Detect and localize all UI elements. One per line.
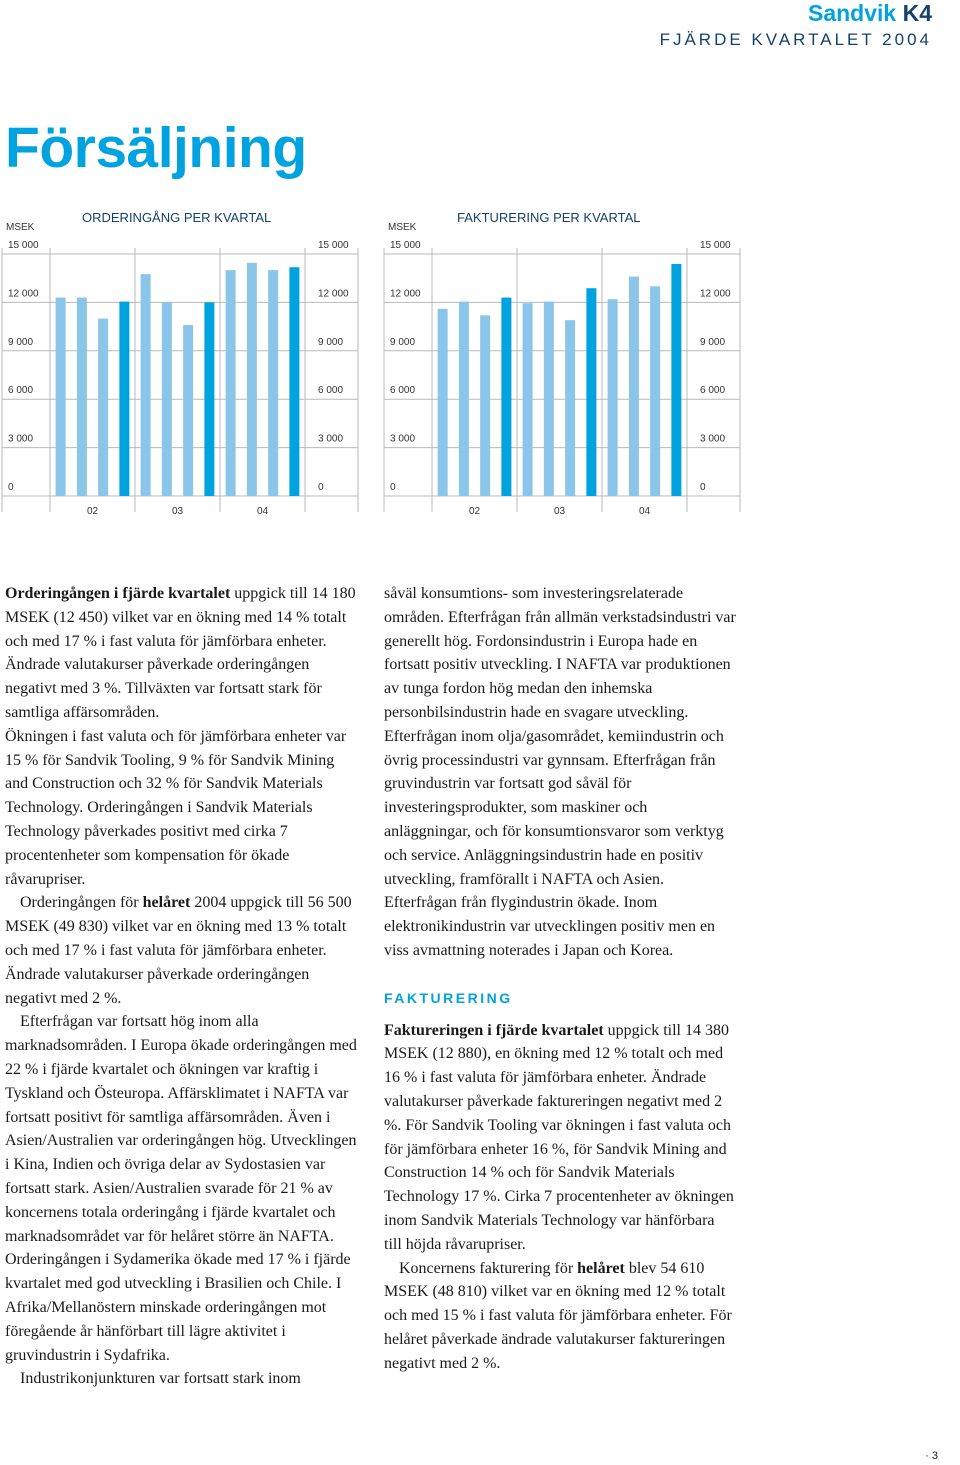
y-tick-label-left: 9 000 (390, 336, 416, 348)
y-tick-label-right: 12 000 (318, 288, 349, 300)
chart-invoicing (382, 200, 742, 535)
paragraph (384, 1257, 736, 1376)
paragraph-text: Koncernens fakturering för (399, 1259, 578, 1277)
x-tick-label: 02 (468, 506, 481, 517)
bar (204, 302, 214, 496)
x-tick-label: 03 (171, 506, 184, 517)
x-tick-label: 03 (553, 506, 566, 517)
brand-logo (808, 0, 932, 27)
chart-title: FAKTURERING PER KVARTAL (457, 210, 641, 225)
bar (586, 288, 596, 496)
bar (56, 298, 66, 496)
page-number: · 3 (925, 1450, 938, 1462)
paragraph-text: Orderingången för (20, 894, 143, 912)
text-column-right (384, 582, 736, 1376)
bar (268, 270, 278, 496)
y-tick-label-left: 0 (390, 482, 396, 493)
y-tick-label-right: 15 000 (700, 240, 731, 251)
bar (629, 277, 639, 496)
lead-bold: Orderingången i fjärde kvartalet (5, 585, 231, 602)
bar (226, 270, 236, 496)
bar (438, 309, 448, 496)
x-tick-label: 04 (256, 506, 269, 517)
y-tick-label-right: 0 (700, 482, 706, 493)
bar (141, 274, 151, 496)
bar (671, 264, 681, 496)
section-heading: FAKTURERING (384, 989, 513, 1006)
y-tick-label-left: 15 000 (8, 240, 39, 251)
chart-invoicing-svg (382, 200, 742, 530)
y-tick-label-right: 15 000 (318, 240, 349, 251)
y-tick-label-left: 12 000 (8, 288, 39, 300)
y-tick-label-right: 9 000 (700, 336, 726, 348)
emphasis: helåret (142, 894, 191, 912)
y-tick-label-right: 6 000 (700, 385, 726, 397)
y-tick-label-right: 0 (318, 482, 324, 493)
bar (501, 298, 511, 496)
bar (544, 302, 554, 496)
y-unit-label: MSEK (388, 222, 417, 233)
y-unit-label: MSEK (6, 222, 35, 233)
y-tick-label-left: 3 000 (390, 433, 416, 445)
paragraph-text: uppgick till 14 180 MSEK (12 450) vilket var en ökning med 14 % totalt och med 17 % i fast valuta för jämförbara enheter. Ändrade valutakurser påverkade orderingången negativt med 3 %. Tillväxten var fortsatt stark för samtliga affärsområden. (5, 585, 356, 721)
bar (183, 325, 193, 496)
paragraph (5, 582, 357, 725)
chart-orders (0, 200, 360, 535)
y-tick-label-left: 3 000 (8, 433, 34, 445)
text-column-left (5, 582, 357, 1391)
bar (77, 298, 87, 496)
y-tick-label-left: 12 000 (390, 288, 421, 300)
paragraph (384, 1019, 736, 1257)
brand-name: Sandvik (807, 0, 897, 26)
y-tick-label-right: 9 000 (318, 336, 344, 348)
bar (162, 302, 172, 496)
paragraph-text: 2004 uppgick till 56 500 MSEK (49 830) vilket var en ökning med 13 % totalt och med 17 % i fast valuta för jämförbara enheter. Ändrade valutakurser påverkade orderingången negativt med 2 %. (5, 894, 352, 1007)
y-tick-label-left: 9 000 (8, 336, 34, 348)
report-subtitle: FJÄRDE KVARTALET 2004 (659, 30, 932, 49)
brand-suffix: K4 (902, 0, 932, 26)
emphasis: helåret (577, 1259, 625, 1277)
y-tick-label-left: 6 000 (390, 385, 416, 397)
paragraph-text: blev 54 610 MSEK (48 810) vilket var en ökning med 12 % totalt och med 15 % i fast valuta för jämförbara enheter. För helåret påverkade ändrade valutakurser faktureringen negativt med 2 %. (384, 1259, 732, 1372)
y-tick-label-right: 6 000 (318, 385, 344, 397)
paragraph: såväl konsumtions- som investeringsrelaterade områden. Efterfrågan från allmän verkstadsindustri var generellt hög. Fordonsindustrin i Europa hade en fortsatt positiv utveckling. I NAFTA var produktionen av tunga fordon hög medan den inhemska personbilsindustrin hade en svagare utveckling. Efterfrågan inom olja/gasområdet, kemiindustrin och övrig processindustri var gynnsam. Efterfrågan från gruvindustrin var fortsatt god såväl för investeringsprodukter, som maskiner och anläggningar, och för konsumtionsvaror som verktyg och service. Anläggningsindustrin hade en positiv utveckling, framförallt i NAFTA och Asien. Efterfrågan från flygindustrin ökade. Inom elektronikindustrin var utvecklingen positiv men en viss avmattning noterades i Japan och Korea. (384, 585, 736, 959)
chart-orders-svg (0, 200, 360, 530)
paragraph: Industrikonjunkturen var fortsatt stark inom (20, 1370, 301, 1388)
bar (565, 320, 575, 496)
bar (608, 299, 618, 496)
lead-bold: Faktureringen i fjärde kvartalet (384, 1021, 604, 1039)
page-title: Försäljning (5, 116, 307, 180)
y-tick-label-right: 3 000 (318, 433, 344, 445)
bar (650, 286, 660, 496)
bar (98, 319, 108, 496)
paragraph (5, 891, 357, 1010)
bar (459, 302, 469, 496)
paragraph: Efterfrågan var fortsatt hög inom alla marknadsområden. I Europa ökade orderingången med 22 % i fjärde kvartalet och ökningen var kraftig i Tyskland och Östeuropa. Affärsklimatet i NAFTA var fortsatt positivt för samtliga affärsområden. Även i Asien/Australien var orderingången hög. Utvecklingen i Kina, Indien och övriga delar av Sydostasien var fortsatt stark. Asien/Australien svarade för 21 % av koncernens totala orderingång i fjärde kvartalet och marknadsområdet var för helåret större än NAFTA. Orderingången i Sydamerika ökade med 17 % i fjärde kvartalet med god utveckling i Brasilien och Chile. I Afrika/Mellanöstern minskade orderingången mot föregående år hänförbart till lägre aktivitet i gruvindustrin i Sydafrika. (5, 1013, 357, 1364)
bar (247, 263, 257, 496)
y-tick-label-right: 3 000 (700, 433, 726, 445)
paragraph: Ökningen i fast valuta och för jämförbara enheter var 15 % för Sandvik Tooling, 9 % för Sandvik Mining and Construction och 32 % för Sandvik Materials Technology. Orderingången i Sandvik Materials Technology påverkades positivt med cirka 7 procentenheter som kompensation för ökade råvarupriser. (5, 727, 347, 888)
y-tick-label-left: 0 (8, 482, 14, 493)
bar (523, 303, 533, 496)
y-tick-label-left: 6 000 (8, 385, 34, 397)
x-tick-label: 02 (86, 506, 99, 517)
paragraph-text: uppgick till 14 380 MSEK (12 880), en ökning med 12 % totalt och med 16 % i fast valuta för jämförbara enheter. Ändrade valutakurser påverkade faktureringen negativt med 2 %. För Sandvik Tooling var ökningen i fast valuta och för jämförbara enheter 16 %, för Sandvik Mining and Construction 14 % och för Sandvik Materials Technology 17 %. Cirka 7 procentenheter av ökningen inom Sandvik Materials Technology var hänförbara till höjda råvarupriser. (384, 1021, 734, 1253)
bar (119, 302, 129, 496)
x-tick-label: 04 (638, 506, 651, 517)
bar (480, 315, 490, 496)
chart-title: ORDERINGÅNG PER KVARTAL (82, 210, 272, 225)
bar (289, 267, 299, 496)
y-tick-label-left: 15 000 (390, 240, 421, 251)
y-tick-label-right: 12 000 (700, 288, 731, 300)
